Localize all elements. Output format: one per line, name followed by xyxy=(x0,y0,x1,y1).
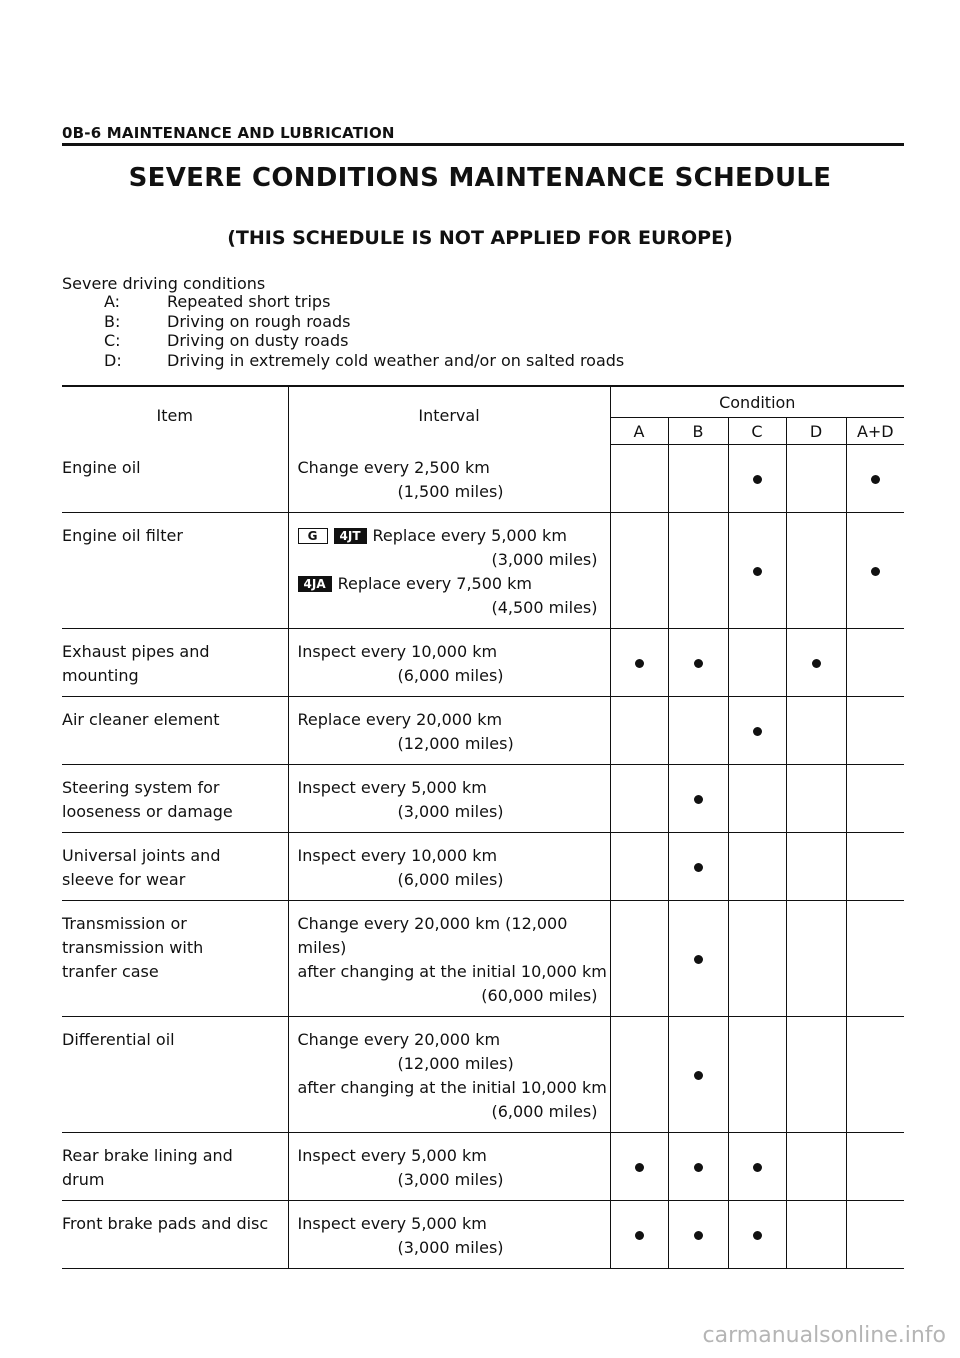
interval-text: (6,000 miles) xyxy=(397,869,504,889)
interval-cell xyxy=(288,1016,610,1132)
condition-cell-b xyxy=(668,832,728,900)
applies-dot xyxy=(871,475,880,484)
condition-cell-a xyxy=(610,1016,668,1132)
item-text: Transmission or xyxy=(62,913,187,933)
interval-cell xyxy=(288,512,610,628)
item-cell xyxy=(62,1200,288,1268)
interval-text: Replace every 5,000 km xyxy=(372,525,567,545)
interval-text: Replace every 20,000 km xyxy=(297,709,503,729)
table-row xyxy=(62,832,904,900)
interval-cell xyxy=(288,1132,610,1200)
interval-line xyxy=(298,524,610,548)
applies-dot xyxy=(694,1231,703,1240)
applies-dot xyxy=(753,1163,762,1172)
table-row xyxy=(62,1200,904,1268)
table-row xyxy=(62,1132,904,1200)
condition-cell-b xyxy=(668,512,728,628)
interval-text: (6,000 miles) xyxy=(397,665,504,685)
interval-cell xyxy=(288,696,610,764)
interval-line xyxy=(298,800,610,824)
condition-item xyxy=(104,331,624,351)
interval-line xyxy=(298,480,610,504)
condition-cell-a xyxy=(610,764,668,832)
watermark: carmanualsonline.info xyxy=(702,1323,946,1348)
maintenance-schedule-table xyxy=(62,385,904,1269)
interval-cell xyxy=(288,900,610,1016)
table-row xyxy=(62,512,904,628)
table-row xyxy=(62,764,904,832)
interval-text: Inspect every 10,000 km xyxy=(297,641,498,661)
interval-cell xyxy=(288,764,610,832)
condition-cell-b xyxy=(668,764,728,832)
interval-line xyxy=(298,1100,610,1124)
interval-line xyxy=(298,640,610,664)
condition-cell-a-plus-d xyxy=(846,696,904,764)
interval-text: Inspect every 10,000 km xyxy=(297,845,498,865)
condition-key: B: xyxy=(104,311,121,331)
condition-cell-c xyxy=(728,1132,786,1200)
interval-text: Replace every 7,500 km xyxy=(337,573,533,593)
condition-cell-b xyxy=(668,1200,728,1268)
interval-text: Change every 20,000 km (12,000 miles) xyxy=(297,913,568,957)
interval-line xyxy=(298,1144,610,1168)
condition-cell-b xyxy=(668,445,728,513)
item-cell xyxy=(62,1132,288,1200)
interval-line xyxy=(298,708,610,732)
condition-cell-a xyxy=(610,696,668,764)
applies-dot xyxy=(694,1071,703,1080)
table-row xyxy=(62,900,904,1016)
applies-dot xyxy=(694,659,703,668)
header-item: Item xyxy=(62,386,288,445)
condition-cell-b xyxy=(668,900,728,1016)
applies-dot xyxy=(635,1231,644,1240)
item-text: Air cleaner element xyxy=(62,709,220,729)
condition-cell-a xyxy=(610,1132,668,1200)
header-col-d: D xyxy=(786,418,846,445)
condition-item xyxy=(104,292,624,312)
condition-cell-a-plus-d xyxy=(846,628,904,696)
item-cell xyxy=(62,512,288,628)
interval-text: (12,000 miles) xyxy=(397,733,514,753)
condition-cell-d xyxy=(786,764,846,832)
condition-text: Driving on rough roads xyxy=(167,311,351,331)
condition-cell-d xyxy=(786,445,846,513)
condition-cell-a-plus-d xyxy=(846,900,904,1016)
condition-cell-a xyxy=(610,832,668,900)
applies-dot xyxy=(871,567,880,576)
condition-cell-b xyxy=(668,628,728,696)
item-cell xyxy=(62,1016,288,1132)
condition-key: A: xyxy=(104,292,121,311)
applies-dot xyxy=(753,1231,762,1240)
condition-key: D: xyxy=(104,350,122,370)
condition-cell-a xyxy=(610,900,668,1016)
item-text: Engine oil xyxy=(62,457,141,477)
conditions-list xyxy=(104,292,624,370)
condition-cell-a-plus-d xyxy=(846,512,904,628)
engine-code-badge: 4JA xyxy=(298,576,332,592)
applies-dot xyxy=(753,727,762,736)
condition-cell-c xyxy=(728,1016,786,1132)
interval-text: (12,000 miles) xyxy=(397,1053,514,1073)
condition-cell-a-plus-d xyxy=(846,832,904,900)
interval-line xyxy=(298,1168,610,1192)
condition-text: Repeated short trips xyxy=(167,292,331,311)
interval-text: after changing at the initial 10,000 km xyxy=(297,961,607,981)
interval-line xyxy=(298,456,610,480)
applies-dot xyxy=(694,795,703,804)
header-rule xyxy=(62,143,904,146)
interval-line xyxy=(298,732,610,756)
interval-text: Change every 20,000 km xyxy=(297,1029,501,1049)
condition-cell-d xyxy=(786,1132,846,1200)
condition-item xyxy=(104,312,624,332)
condition-cell-d xyxy=(786,628,846,696)
applies-dot xyxy=(753,567,762,576)
interval-line xyxy=(298,1028,610,1052)
item-cell xyxy=(62,445,288,513)
interval-text: (1,500 miles) xyxy=(397,481,504,501)
table-row xyxy=(62,696,904,764)
interval-line xyxy=(298,1236,610,1260)
interval-line xyxy=(298,1052,610,1076)
item-cell xyxy=(62,764,288,832)
item-cell xyxy=(62,696,288,764)
condition-cell-d xyxy=(786,1016,846,1132)
condition-cell-c xyxy=(728,512,786,628)
item-text: drum xyxy=(62,1169,105,1189)
condition-cell-a xyxy=(610,628,668,696)
header-col-a-plus-d: A+D xyxy=(846,418,904,445)
condition-cell-b xyxy=(668,1016,728,1132)
applies-dot xyxy=(694,863,703,872)
interval-text: (3,000 miles) xyxy=(397,1169,504,1189)
item-text: sleeve for wear xyxy=(62,869,186,889)
engine-code-badge: G xyxy=(298,528,328,544)
condition-cell-a xyxy=(610,512,668,628)
condition-cell-c xyxy=(728,696,786,764)
condition-cell-d xyxy=(786,1200,846,1268)
interval-line xyxy=(298,664,610,688)
condition-cell-c xyxy=(728,764,786,832)
condition-item xyxy=(104,351,624,371)
interval-line xyxy=(298,596,610,620)
condition-cell-d xyxy=(786,696,846,764)
page-title: SEVERE CONDITIONS MAINTENANCE SCHEDULE xyxy=(128,163,832,193)
interval-cell xyxy=(288,445,610,513)
conditions-intro: Severe driving conditions xyxy=(62,274,266,293)
interval-cell xyxy=(288,1200,610,1268)
condition-cell-a xyxy=(610,445,668,513)
condition-cell-b xyxy=(668,1132,728,1200)
header-col-a: A xyxy=(610,418,668,445)
interval-line xyxy=(298,776,610,800)
applies-dot xyxy=(635,1163,644,1172)
interval-text: (6,000 miles) xyxy=(491,1101,598,1121)
table-row xyxy=(62,445,904,513)
interval-text: Inspect every 5,000 km xyxy=(297,1213,487,1233)
applies-dot xyxy=(694,1163,703,1172)
header-interval: Interval xyxy=(288,386,610,445)
interval-text: Inspect every 5,000 km xyxy=(297,777,487,797)
item-text: Engine oil filter xyxy=(62,525,183,545)
interval-text: Change every 2,500 km xyxy=(297,457,490,477)
condition-cell-d xyxy=(786,900,846,1016)
header-condition: Condition xyxy=(610,386,904,418)
item-text: Front brake pads and disc xyxy=(62,1213,269,1233)
item-text: Universal joints and xyxy=(62,845,221,865)
interval-line xyxy=(298,984,610,1008)
condition-cell-a-plus-d xyxy=(846,1132,904,1200)
condition-cell-b xyxy=(668,696,728,764)
interval-text: (3,000 miles) xyxy=(397,801,504,821)
interval-line xyxy=(298,572,610,596)
item-text: Exhaust pipes and xyxy=(62,641,210,661)
interval-text: (4,500 miles) xyxy=(491,597,598,617)
interval-line xyxy=(298,868,610,892)
interval-line xyxy=(298,548,610,572)
table-row xyxy=(62,628,904,696)
applies-dot xyxy=(753,475,762,484)
item-text: tranfer case xyxy=(62,961,159,981)
item-text: looseness or damage xyxy=(62,801,233,821)
condition-cell-d xyxy=(786,832,846,900)
interval-line xyxy=(298,912,610,960)
applies-dot xyxy=(635,659,644,668)
applies-dot xyxy=(694,955,703,964)
condition-cell-a-plus-d xyxy=(846,445,904,513)
condition-cell-a xyxy=(610,1200,668,1268)
condition-cell-a-plus-d xyxy=(846,1016,904,1132)
item-cell xyxy=(62,900,288,1016)
item-text: Differential oil xyxy=(62,1029,175,1049)
condition-text: Driving in extremely cold weather and/or on salted roads xyxy=(167,350,625,370)
condition-cell-c xyxy=(728,445,786,513)
interval-line xyxy=(298,1076,610,1100)
item-text: Steering system for xyxy=(62,777,220,797)
condition-cell-a-plus-d xyxy=(846,1200,904,1268)
header-col-b: B xyxy=(668,418,728,445)
applies-dot xyxy=(812,659,821,668)
condition-cell-c xyxy=(728,900,786,1016)
interval-line xyxy=(298,1212,610,1236)
interval-text: (60,000 miles) xyxy=(481,985,598,1005)
condition-cell-c xyxy=(728,832,786,900)
interval-text: after changing at the initial 10,000 km xyxy=(297,1077,607,1097)
interval-line xyxy=(298,960,610,984)
interval-text: (3,000 miles) xyxy=(491,549,598,569)
condition-cell-d xyxy=(786,512,846,628)
condition-cell-c xyxy=(728,628,786,696)
item-text: mounting xyxy=(62,665,139,685)
condition-key: C: xyxy=(104,331,121,350)
interval-cell xyxy=(288,628,610,696)
item-cell xyxy=(62,832,288,900)
condition-cell-a-plus-d xyxy=(846,764,904,832)
interval-cell xyxy=(288,832,610,900)
condition-cell-c xyxy=(728,1200,786,1268)
interval-text: (3,000 miles) xyxy=(397,1237,504,1257)
item-text: Rear brake lining and xyxy=(62,1145,233,1165)
engine-code-badge: 4JT xyxy=(334,528,367,544)
condition-text: Driving on dusty roads xyxy=(167,331,349,350)
page-subtitle: (THIS SCHEDULE IS NOT APPLIED FOR EUROPE) xyxy=(227,227,733,249)
interval-text: Inspect every 5,000 km xyxy=(297,1145,487,1165)
table-row xyxy=(62,1016,904,1132)
interval-line xyxy=(298,844,610,868)
header-col-c: C xyxy=(728,418,786,445)
item-text: transmission with xyxy=(62,937,204,957)
item-cell xyxy=(62,628,288,696)
section-header: 0B-6 MAINTENANCE AND LUBRICATION xyxy=(62,124,395,142)
